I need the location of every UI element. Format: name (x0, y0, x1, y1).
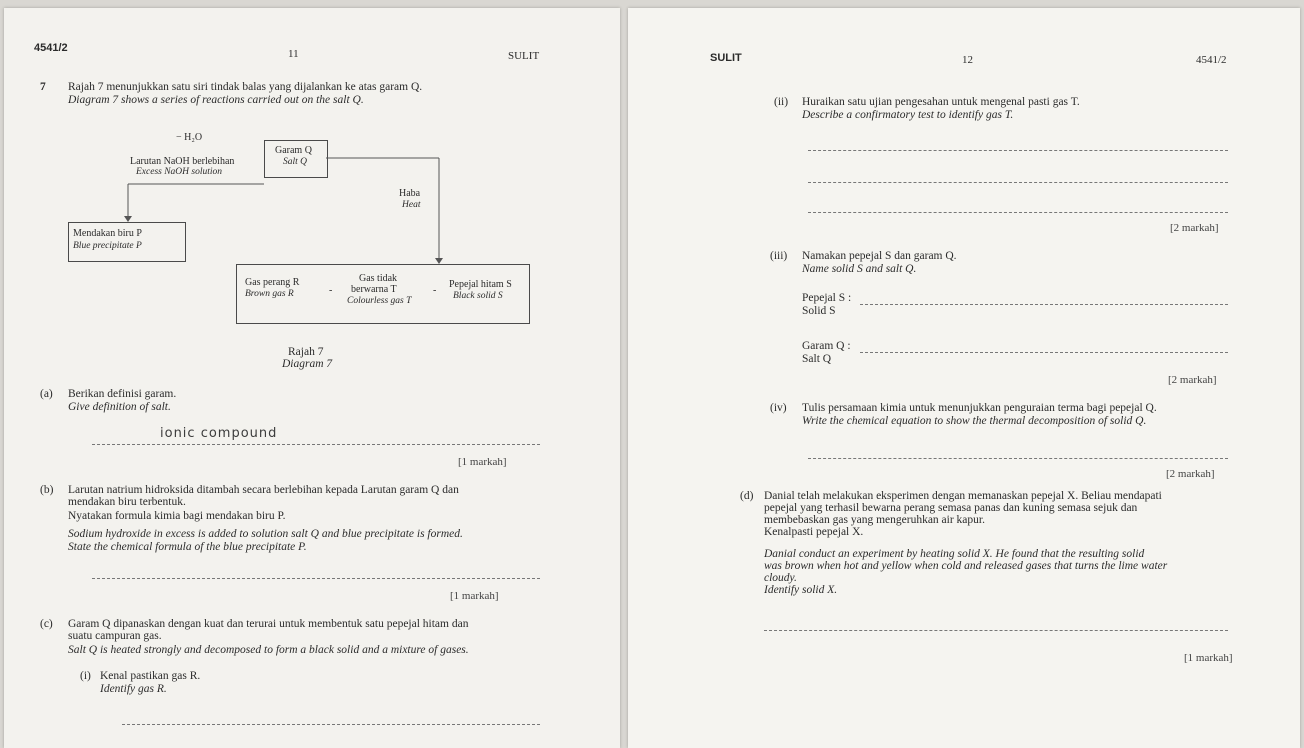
classification-label: SULIT (710, 52, 742, 64)
question-a-malay: Berikan definisi garam. (68, 388, 177, 400)
gas-r-label-en: Brown gas R (245, 289, 294, 299)
salt-q-label: Garam Q (275, 145, 312, 156)
answer-line[interactable] (92, 444, 540, 445)
answer-line[interactable] (808, 458, 1228, 459)
question-d-english-2: was brown when hot and yellow when cold and released gases that turns the lime water (764, 560, 1168, 572)
heat-label: Haba (399, 188, 421, 199)
question-ii-label: (ii) (774, 96, 789, 108)
answer-line[interactable] (92, 578, 540, 579)
question-d-malay-3: membebaskan gas yang mengeruhkan air kapur. (764, 514, 985, 526)
minus-water-label: − H₂O (176, 132, 203, 143)
diagram-caption: Rajah 7 (288, 346, 324, 358)
gas-t-label-line1: Gas tidak (359, 273, 398, 284)
question-c-i-english: Identify gas R. (100, 683, 167, 695)
question-d-malay-2: pepejal yang terhasil bewarna perang semasa panas dan kuning semasa sejuk dan (764, 502, 1138, 514)
answer-line[interactable] (808, 182, 1228, 183)
solid-s-prompt-en: Solid S (802, 305, 836, 317)
page-number: 11 (288, 48, 299, 60)
salt-q-label-en: Salt Q (283, 157, 308, 167)
question-ii-english: Describe a confirmatory test to identify gas T. (802, 109, 1014, 121)
answer-line[interactable] (764, 630, 1228, 631)
solid-s-label-en: Black solid S (453, 291, 503, 301)
question-b-malay-2: mendakan biru terbentuk. (68, 496, 186, 508)
question-b-malay-1: Larutan natrium hidroksida ditambah secara berlebihan kepada Larutan garam Q dan (68, 484, 459, 496)
paper-code: 4541/2 (1196, 54, 1227, 66)
right-page (628, 8, 1300, 748)
question-c-i-malay: Kenal pastikan gas R. (100, 670, 201, 682)
question-ii-malay: Huraikan satu ujian pengesahan untuk mengenal pasti gas T. (802, 96, 1080, 108)
question-iv-malay: Tulis persamaan kimia untuk menunjukkan penguraian terma bagi pepejal Q. (802, 402, 1157, 414)
page-number: 12 (962, 54, 973, 66)
answer-line[interactable] (122, 724, 540, 725)
intro-malay: Rajah 7 menunjukkan satu siri tindak balas yang dijalankan ke atas garam Q. (68, 81, 423, 93)
salt-q-answer-line[interactable] (860, 352, 1228, 353)
precipitate-label: Mendakan biru P (73, 228, 142, 239)
gas-r-label: Gas perang R (245, 277, 300, 288)
question-a-marks: [1 markah] (458, 456, 507, 468)
question-b-marks: [1 markah] (450, 590, 499, 602)
question-d-english-3: cloudy. (764, 572, 797, 584)
question-a-answer: ionic compound (160, 426, 278, 441)
question-ii-marks: [2 markah] (1170, 222, 1219, 234)
question-c-i-label: (i) (80, 670, 91, 682)
answer-line[interactable] (808, 150, 1228, 151)
question-b-english-2: State the chemical formula of the blue precipitate P. (68, 541, 307, 553)
question-c-label: (c) (40, 618, 53, 630)
paper-code: 4541/2 (34, 42, 68, 54)
question-d-marks: [1 markah] (1184, 652, 1233, 664)
question-iv-marks: [2 markah] (1166, 468, 1215, 480)
question-number: 7 (40, 81, 46, 93)
question-b-label: (b) (40, 484, 54, 496)
naoh-label: Larutan NaOH berlebihan (130, 156, 235, 167)
question-d-malay-1: Danial telah melakukan eksperimen dengan memanaskan pepejal X. Beliau mendapati (764, 490, 1162, 502)
gas-t-label-line2: berwarna T (351, 284, 397, 295)
salt-q-prompt-en: Salt Q (802, 353, 832, 365)
precipitate-p-box (68, 222, 186, 262)
solid-s-label: Pepejal hitam S (449, 279, 512, 290)
gas-t-label-en: Colourless gas T (347, 296, 412, 306)
classification-label: SULIT (508, 50, 540, 62)
salt-q-prompt: Garam Q : (802, 340, 851, 352)
question-iii-label: (iii) (770, 250, 788, 262)
naoh-label-en: Excess NaOH solution (136, 167, 223, 177)
left-page (4, 8, 620, 748)
diagram-caption-en: Diagram 7 (282, 358, 333, 370)
solid-s-answer-line[interactable] (860, 304, 1228, 305)
question-b-malay-3: Nyatakan formula kimia bagi mendakan biru P. (68, 510, 286, 522)
answer-line[interactable] (808, 212, 1228, 213)
precipitate-label-en: Blue precipitate P (73, 241, 142, 251)
question-iv-label: (iv) (770, 402, 787, 414)
separator-dash: - (329, 285, 333, 296)
question-iv-english: Write the chemical equation to show the thermal decomposition of solid Q. (802, 415, 1147, 427)
heat-label-en: Heat (402, 200, 421, 210)
intro-english: Diagram 7 shows a series of reactions carried out on the salt Q. (68, 94, 364, 106)
question-d-english-1: Danial conduct an experiment by heating solid X. He found that the resulting solid (764, 548, 1145, 560)
question-b-english-1: Sodium hydroxide in excess is added to solution salt Q and blue precipitate is formed. (68, 528, 463, 540)
question-d-label: (d) (740, 490, 754, 502)
solid-s-prompt: Pepejal S : (802, 292, 852, 304)
separator-dash: - (433, 285, 437, 296)
question-iii-marks: [2 markah] (1168, 374, 1217, 386)
question-a-label: (a) (40, 388, 53, 400)
question-d-malay-4: Kenalpasti pepejal X. (764, 526, 864, 538)
question-c-english: Salt Q is heated strongly and decomposed to form a black solid and a mixture of gases. (68, 644, 469, 656)
products-box (236, 264, 530, 324)
question-iii-malay: Namakan pepejal S dan garam Q. (802, 250, 957, 262)
question-c-malay-2: suatu campuran gas. (68, 630, 162, 642)
question-c-malay-1: Garam Q dipanaskan dengan kuat dan terurai untuk membentuk satu pepejal hitam dan (68, 618, 469, 630)
question-iii-english: Name solid S and salt Q. (802, 263, 917, 275)
question-d-english-4: Identify solid X. (764, 584, 838, 596)
question-a-english: Give definition of salt. (68, 401, 171, 413)
